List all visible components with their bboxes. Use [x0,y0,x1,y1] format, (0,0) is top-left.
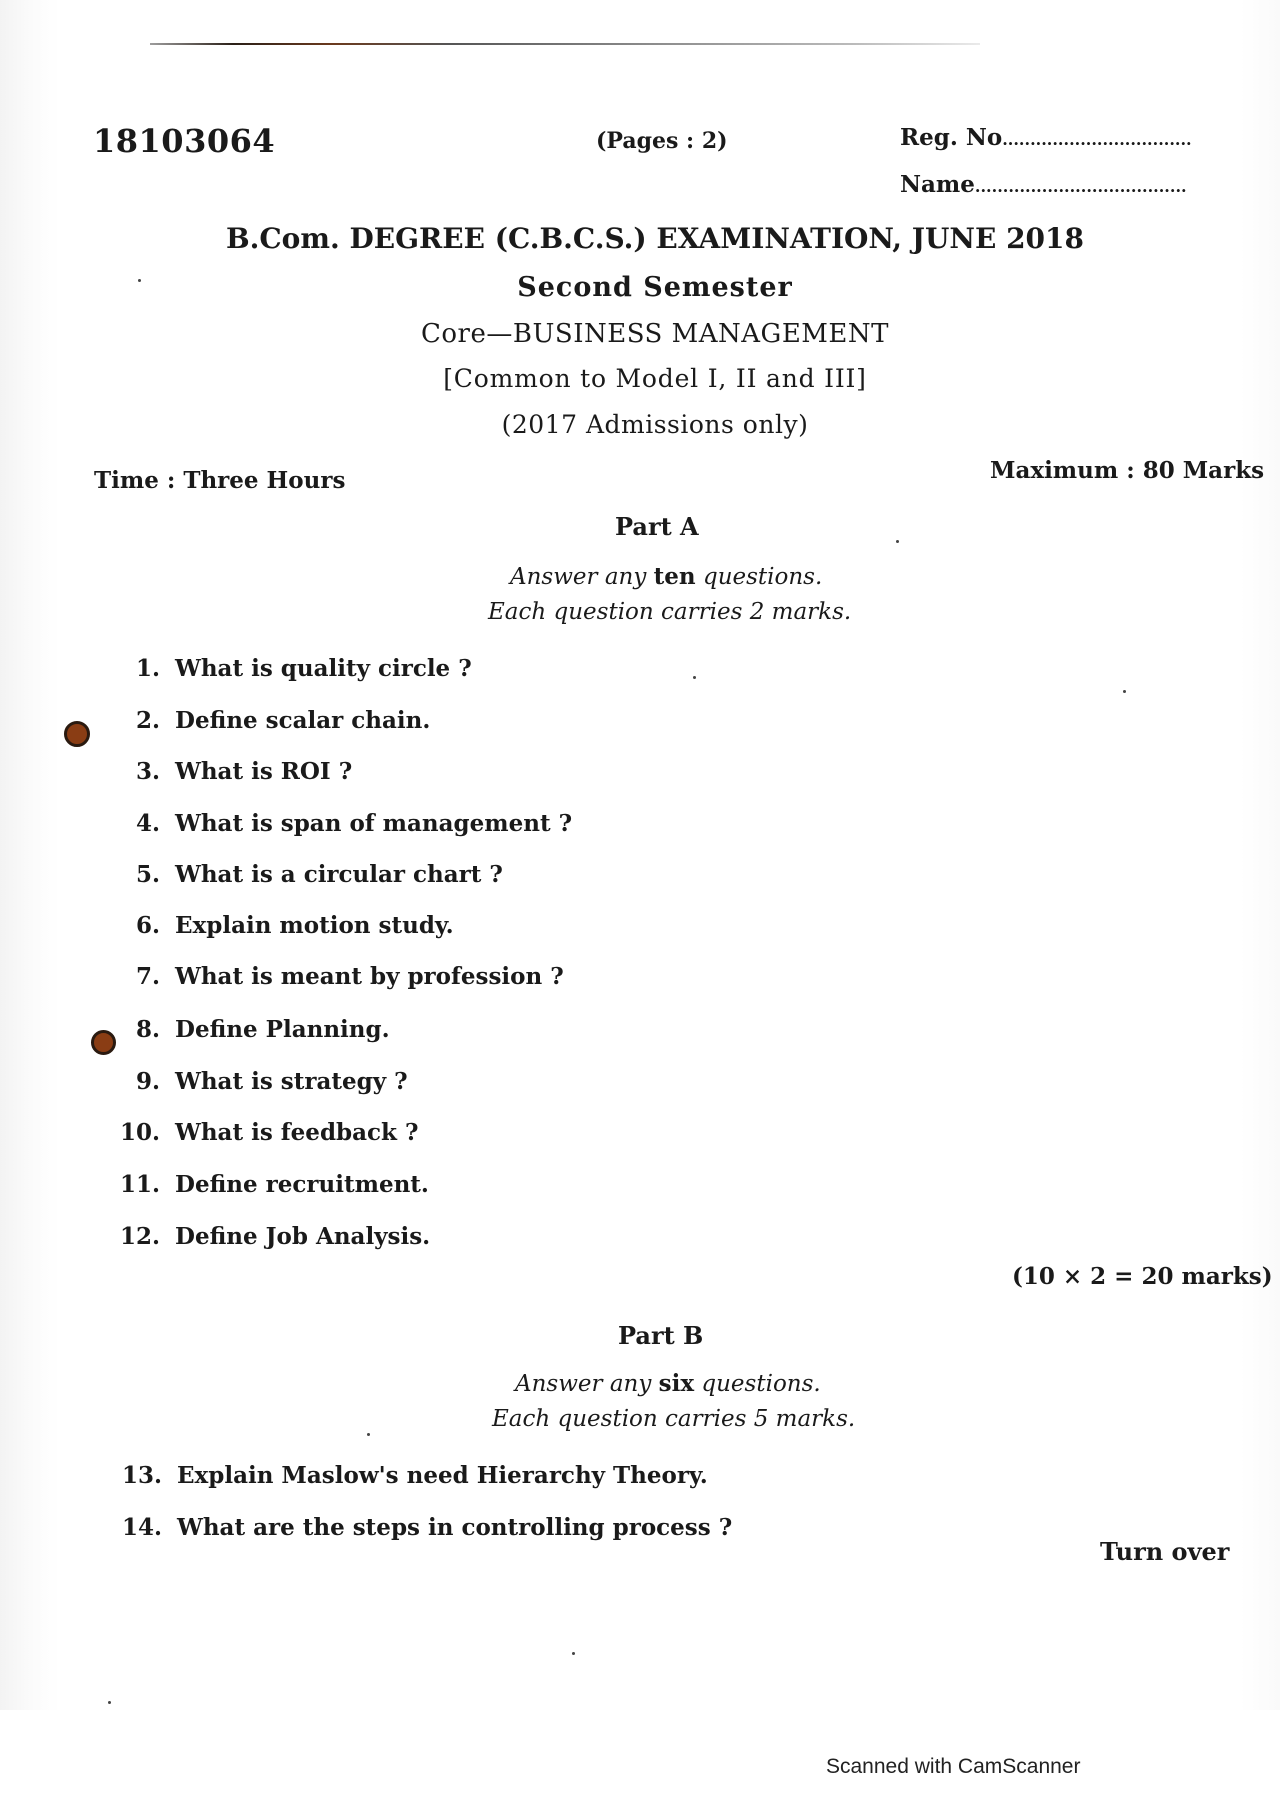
name-field [900,171,1187,198]
question-text: What are the steps in controlling process ? [177,1514,733,1541]
top-rule [150,43,980,45]
semester: Second Semester [517,272,793,303]
time-allowed: Time : Three Hours [94,467,346,494]
question-text: What is meant by profession ? [175,963,564,990]
question-text: What is feedback ? [175,1119,419,1146]
question-text: What is span of management ? [175,810,573,837]
turn-over-note: Turn over [1100,1537,1230,1566]
paper-name: Core—BUSINESS MANAGEMENT [421,319,889,349]
maximum-marks: Maximum : 80 Marks [990,457,1265,484]
question-text: Define recruitment. [175,1171,429,1198]
question-text: Define Planning. [175,1016,390,1043]
scan-speck [138,279,141,282]
question-number: 8. [135,1016,160,1043]
question-item [114,810,572,837]
question-number: 3. [135,758,160,785]
part-b-instruction-2: Each question carries 5 marks. [492,1406,856,1432]
question-number: 2. [135,707,160,734]
part-b-instruction-1 [515,1370,821,1397]
instruction-count: six [658,1370,695,1397]
question-text: What is ROI ? [175,758,353,785]
common-note: [Common to Model I, II and III] [443,364,867,393]
scanner-watermark: Scanned with CamScanner [826,1755,1081,1778]
name-label: Name [900,171,975,198]
question-number: 10. [119,1119,160,1146]
scan-speck [572,1652,575,1655]
instruction-text: questions. [694,1371,821,1397]
reg-no-blank: .................................. [1002,130,1192,149]
scan-speck [1123,690,1126,693]
punch-hole-mark [91,1030,116,1055]
instruction-count: ten [653,563,696,590]
question-text: What is a circular chart ? [175,861,503,888]
reg-no-field [900,124,1192,151]
question-number: 6. [135,912,160,939]
instruction-text: questions. [695,564,823,590]
question-item [114,912,454,939]
part-a-instruction-1 [510,563,822,590]
question-number: 9. [135,1068,160,1095]
question-item [114,655,472,682]
question-text: Explain motion study. [175,912,454,939]
question-number: 14. [121,1514,162,1541]
question-item [114,963,564,990]
question-text: Define scalar chain. [175,707,431,734]
question-item [114,1016,390,1043]
question-item [116,1462,708,1489]
part-a-instruction-2: Each question carries 2 marks. [488,599,852,625]
admissions-note: (2017 Admissions only) [501,410,809,439]
part-a-heading: Part A [615,512,699,541]
instruction-text: Answer any [515,1371,659,1397]
question-item [114,1119,418,1146]
punch-hole-mark [64,721,90,747]
question-item [114,758,352,785]
question-number: 4. [135,810,160,837]
name-blank: ...................................... [974,177,1187,196]
question-item [114,1068,408,1095]
scan-speck [367,1433,370,1436]
question-item [114,1171,429,1198]
part-a-marks-summary: (10 × 2 = 20 marks) [1012,1263,1273,1290]
part-b-heading: Part B [618,1321,704,1350]
question-number: 5. [135,861,160,888]
reg-no-label: Reg. No [900,124,1003,151]
paper-code: 18103064 [93,122,276,160]
question-text: Define Job Analysis. [175,1223,431,1250]
instruction-text: Answer any [510,564,654,590]
question-item [114,707,430,734]
question-item [114,861,503,888]
question-number: 7. [135,963,160,990]
question-item [116,1514,732,1541]
scan-speck [108,1701,111,1704]
question-text: Explain Maslow's need Hierarchy Theory. [177,1462,708,1489]
question-number: 11. [119,1171,160,1198]
exam-title: B.Com. DEGREE (C.B.C.S.) EXAMINATION, JUNE 2018 [225,222,1085,255]
scan-speck [693,676,696,679]
question-text: What is quality circle ? [175,655,472,682]
page-count: (Pages : 2) [596,128,728,154]
question-item [114,1223,430,1250]
question-number: 1. [135,655,160,682]
question-number: 13. [121,1462,162,1489]
question-text: What is strategy ? [175,1068,408,1095]
scan-speck [896,540,899,543]
question-number: 12. [119,1223,160,1250]
